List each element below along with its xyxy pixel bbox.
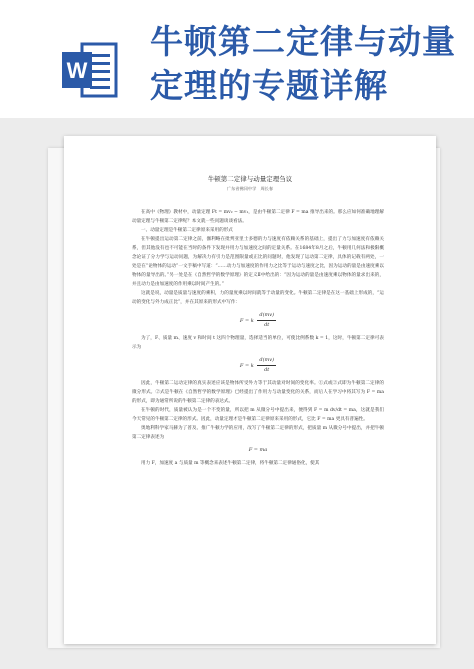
paragraph: 用力 F，加速度 a 与质量 m 等概念来表述牛顿第二定律，将牛顿第二定律通俗化，使其 (141, 461, 320, 466)
document-page (64, 136, 436, 644)
formula-1-numerator: d(mv) (257, 311, 276, 321)
section-heading: 一、动量定理是牛顿第二定律原来采用的形式 (141, 228, 233, 233)
formula-2-fraction (257, 356, 276, 375)
formula-3: F = ma (248, 447, 268, 453)
paragraph: 在牛顿的时代，质量被认为是一个不变的量，所以把 m 从微分号中提出来，便得到 F = m dv/dt = ma，这就是我们今天常见的牛顿第二定律的形式。因此，动量定理才是牛顿第二定律原来采用的形式，它比 F = ma 更具有普遍性。 (132, 408, 384, 422)
banner (0, 0, 474, 118)
formula-1-lhs: F = k (239, 318, 254, 324)
document-byline: 广东省佛冈中学 周长春 (226, 186, 274, 191)
formula-2-lhs: F = k (239, 363, 254, 369)
formula-1 (132, 311, 384, 330)
banner-title: 牛顿第二定律与动量定理的专题详解 (150, 22, 456, 105)
paragraph: 为了，F、质量 m、速度 v 和时间 t 这四个物理量，选择适当的单位，可使比例系数 k = 1，这时，牛顿第二定律可表示为 (132, 336, 384, 350)
paragraph: 在高中《物理》教材中，动量定理 Ft = mv₂ − mv₁，是由牛顿第二定律 F = ma 推导出来的。那么应如何准确地理解动量定理与牛顿第二定律呢？本文就一些问题谈谈看法。 (132, 210, 384, 224)
formula-2 (132, 356, 384, 375)
icon-letter: W (66, 58, 88, 83)
formula-1-denominator: dt (264, 322, 270, 328)
paragraph: 因此，牛顿第二运动定律的真实表述应该是物体所受外力等于其动量对时间的变化率。①式或②式即为牛顿第二定律的微分形式。②式是牛顿在《自然哲学的数学原理》已经提出了作用力与动量变化的关系，而后人在学习中将其写为 F = ma 的形式，即为通常所说的牛顿第二定律的表达式。 (132, 381, 384, 404)
formula-1-fraction (257, 311, 276, 330)
document-title: 牛顿第二定律与动量定理刍议 (207, 175, 293, 183)
word-document-icon (60, 38, 120, 102)
formula-2-denominator: dt (264, 367, 270, 373)
formula-2-numerator: d(mv) (257, 356, 276, 366)
document-body (132, 208, 384, 468)
paragraph: 这就是说，动量是质量与速度的乘积，力的量度乘以时间就等于动量的变化。牛顿第二定律是在这一基础上形成的，“运动的变化与外力成正比”，并在其原来的形式中写作： (132, 291, 384, 305)
paragraph: 在牛顿提出运动第二定律之前，伽利略在批判亚里士多德的力与速度有依赖关系的基础上，提出了力与加速度有依赖关系，但其他没有也不可能在当时的条件下发现并用力与加速度之间的定量关系。在1684年8月之后，牛顿用几何法和极限概念论证了分力学与运动问题，为解决力有引力是范围限量或正比的问题时，他发现了运动第二定律，具体的记载有两处，一处是在“论物体的运动”一文手稿中写道：“……动力与加速度的作用力之比等于运动与速度之比，因为运动的量是由速度乘以物体的量导出的。”另一处是在《自然哲学的数学原理》的定义Ⅱ中给出的：“因为运动的量是由速度乘以物体的量求出来的，并且动力是由加速度的作用乘以时间产生的。” (132, 237, 384, 287)
paragraph: 奥地利科学家马赫为了普及、推广牛顿力学的应用，改写了牛顿第二定律的形式，把质量 m 从微分号中提出，并把牛顿第二定律表述为 (132, 426, 384, 440)
